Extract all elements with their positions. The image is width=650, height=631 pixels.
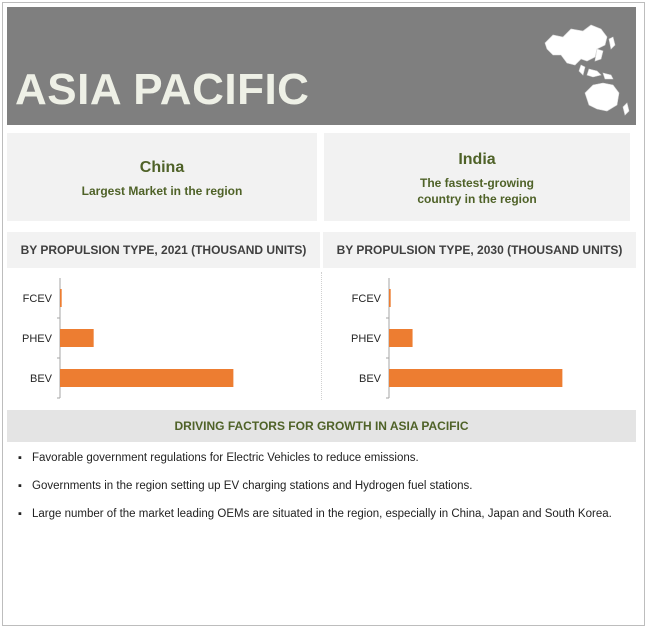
bar-fcev bbox=[389, 289, 391, 307]
driving-factors-list bbox=[18, 451, 638, 535]
china-subtitle: Largest Market in the region bbox=[81, 184, 243, 198]
y-tick-label: BEV bbox=[358, 373, 381, 385]
y-tick-label: FCEV bbox=[22, 293, 52, 305]
india-subtitle-line-1: The fastest-growing bbox=[419, 176, 534, 190]
bullet-icon: ▪ bbox=[18, 480, 22, 492]
india-subtitle-line-2: country in the region bbox=[417, 192, 537, 206]
bar-fcev bbox=[60, 289, 62, 307]
bullet-icon: ▪ bbox=[18, 452, 22, 464]
chart-2021-title: BY PROPULSION TYPE, 2021 (THOUSAND UNITS) bbox=[7, 232, 320, 268]
bar-bev bbox=[60, 369, 233, 387]
y-tick-label: BEV bbox=[29, 373, 52, 385]
asia-pacific-map-icon bbox=[535, 15, 635, 119]
china-title: China bbox=[139, 159, 185, 176]
driver-text: Governments in the region setting up EV charging stations and Hydrogen fuel stations. bbox=[32, 480, 473, 492]
chart-2030-title: BY PROPULSION TYPE, 2030 (THOUSAND UNITS) bbox=[323, 232, 636, 268]
list-item bbox=[18, 451, 638, 479]
y-tick-label: PHEV bbox=[22, 333, 52, 345]
page-title: ASIA PACIFIC bbox=[15, 65, 310, 114]
india-panel bbox=[324, 133, 630, 221]
chart-2021 bbox=[7, 272, 317, 404]
y-tick-label: PHEV bbox=[351, 333, 381, 345]
chart-2030 bbox=[324, 272, 634, 404]
driver-text: Large number of the market leading OEMs are situated in the region, especially in China, Japan and South Korea. bbox=[32, 508, 612, 520]
india-title: India bbox=[458, 151, 496, 168]
bar-bev bbox=[389, 369, 562, 387]
bar-phev bbox=[389, 329, 413, 347]
list-item bbox=[18, 507, 638, 535]
china-panel bbox=[7, 133, 317, 221]
list-item bbox=[18, 479, 638, 507]
bar-phev bbox=[60, 329, 94, 347]
bullet-icon: ▪ bbox=[18, 508, 22, 520]
driver-text: Favorable government regulations for Electric Vehicles to reduce emissions. bbox=[32, 452, 419, 464]
y-tick-label: FCEV bbox=[351, 293, 381, 305]
driving-factors-heading: DRIVING FACTORS FOR GROWTH IN ASIA PACIFIC bbox=[7, 410, 636, 442]
chart-divider bbox=[321, 272, 323, 400]
header-banner bbox=[7, 7, 636, 125]
